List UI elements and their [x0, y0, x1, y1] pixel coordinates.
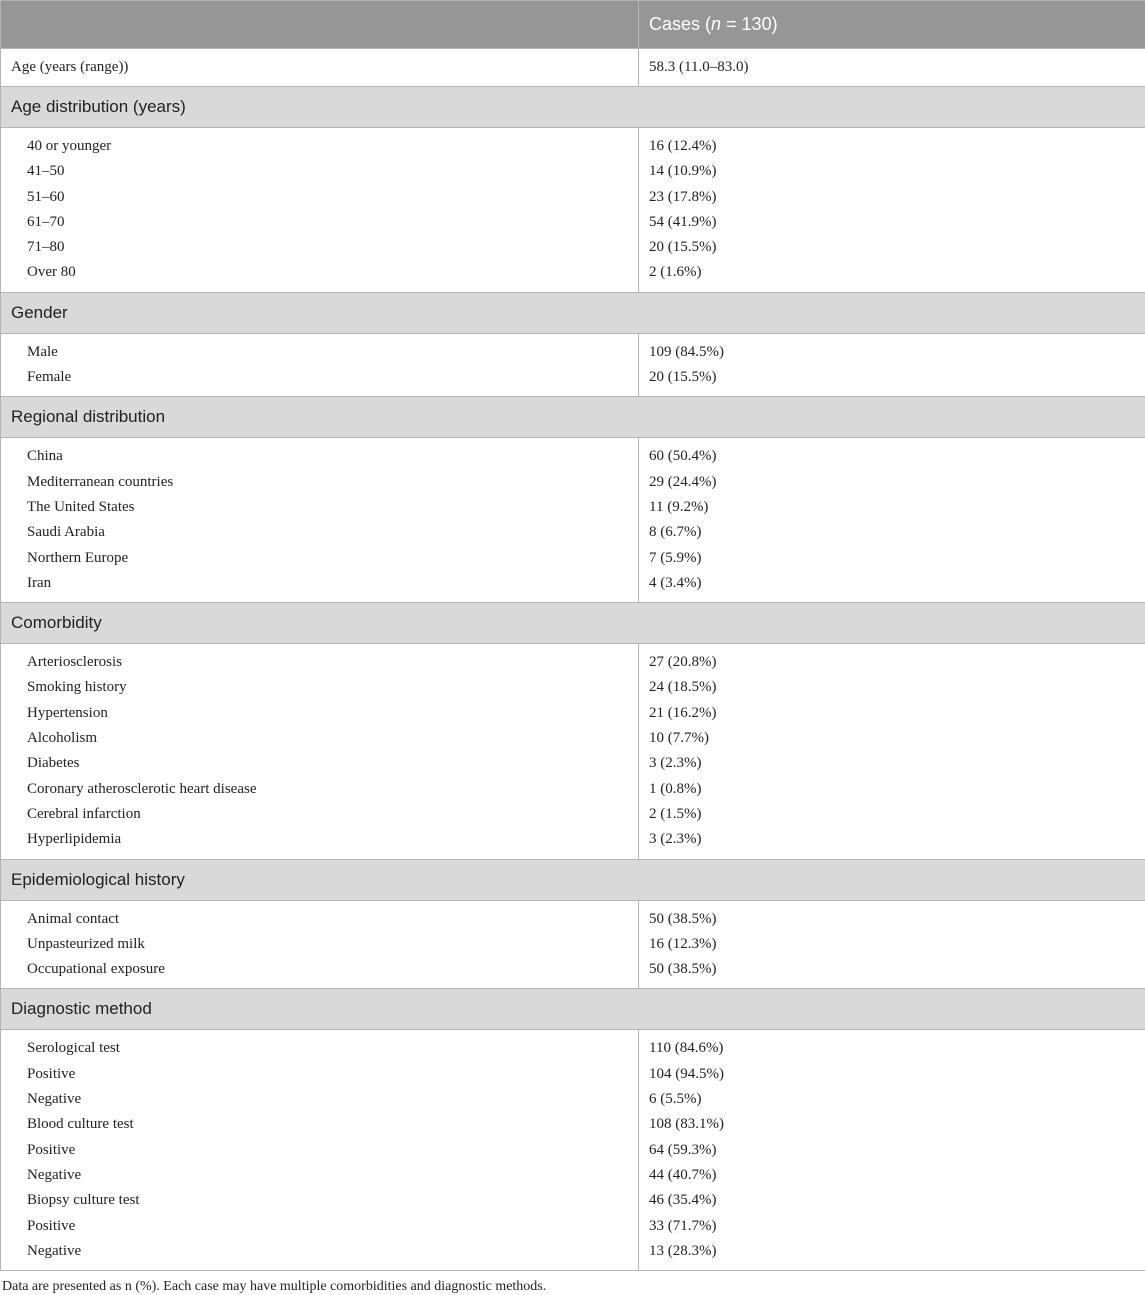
row-value: 20 (15.5%)	[639, 235, 1145, 260]
row-value: 46 (35.4%)	[639, 1188, 1145, 1213]
row-value: 3 (2.3%)	[639, 827, 1145, 852]
row-value: 24 (18.5%)	[639, 675, 1145, 700]
row-value: 54 (41.9%)	[639, 210, 1145, 235]
row-value: 4 (3.4%)	[639, 571, 1145, 596]
header-cases-suffix: = 130)	[721, 14, 778, 34]
row-label: Smoking history	[1, 675, 638, 700]
section-values-cell	[639, 333, 1145, 397]
row-value: 50 (38.5%)	[639, 957, 1145, 982]
section-labels-cell	[1, 128, 639, 293]
row-value: 20 (15.5%)	[639, 365, 1145, 390]
section-values-cell	[639, 644, 1145, 859]
row-label: Arteriosclerosis	[1, 650, 638, 675]
section-values-cell	[639, 438, 1145, 603]
header-cases-prefix: Cases (	[649, 14, 711, 34]
row-label: Positive	[1, 1214, 638, 1239]
row-label: 51–60	[1, 185, 638, 210]
row-value: 104 (94.5%)	[639, 1062, 1145, 1087]
row-value: 14 (10.9%)	[639, 159, 1145, 184]
row-label: Over 80	[1, 260, 638, 285]
row-label: Biopsy culture test	[1, 1188, 638, 1213]
row-label: Saudi Arabia	[1, 520, 638, 545]
row-value: 29 (24.4%)	[639, 470, 1145, 495]
row-label: Coronary atherosclerotic heart disease	[1, 777, 638, 802]
row-value: 16 (12.3%)	[639, 932, 1145, 957]
row-label: Northern Europe	[1, 546, 638, 571]
section-title: Diagnostic method	[1, 989, 1145, 1030]
row-value: 13 (28.3%)	[639, 1239, 1145, 1264]
row-label: 40 or younger	[1, 134, 638, 159]
section-body-row	[1, 128, 1145, 293]
row-value: 7 (5.9%)	[639, 546, 1145, 571]
row-label: Female	[1, 365, 638, 390]
row-label: The United States	[1, 495, 638, 520]
row-label: Alcoholism	[1, 726, 638, 751]
row-value: 2 (1.6%)	[639, 260, 1145, 285]
row-value: 50 (38.5%)	[639, 907, 1145, 932]
row-label: Negative	[1, 1087, 638, 1112]
row-label: Positive	[1, 1062, 638, 1087]
table-footnote: Data are presented as n (%). Each case may have multiple comorbidities and diagnostic methods.	[0, 1271, 1145, 1295]
section-body-row	[1, 644, 1145, 859]
row-value: 2 (1.5%)	[639, 802, 1145, 827]
row-label: 61–70	[1, 210, 638, 235]
row-value: 11 (9.2%)	[639, 495, 1145, 520]
section-labels-cell	[1, 333, 639, 397]
section-values-cell	[639, 1030, 1145, 1271]
row-value: 108 (83.1%)	[639, 1112, 1145, 1137]
section-header-row	[1, 292, 1145, 333]
section-title: Regional distribution	[1, 397, 1145, 438]
header-cell-label	[1, 1, 639, 49]
row-label: 71–80	[1, 235, 638, 260]
row-value: 21 (16.2%)	[639, 701, 1145, 726]
header-cell-cases	[639, 1, 1145, 49]
row-value: 16 (12.4%)	[639, 134, 1145, 159]
row-value: 23 (17.8%)	[639, 185, 1145, 210]
section-title: Gender	[1, 292, 1145, 333]
row-value: 10 (7.7%)	[639, 726, 1145, 751]
section-header-row	[1, 87, 1145, 128]
row-label: Occupational exposure	[1, 957, 638, 982]
row-label: Serological test	[1, 1036, 638, 1061]
row-value: 27 (20.8%)	[639, 650, 1145, 675]
row-value: 8 (6.7%)	[639, 520, 1145, 545]
header-row	[1, 1, 1145, 49]
section-header-row	[1, 603, 1145, 644]
section-body-row	[1, 438, 1145, 603]
row-label: Diabetes	[1, 751, 638, 776]
section-labels-cell	[1, 1030, 639, 1271]
section-labels-cell	[1, 438, 639, 603]
section-header-row	[1, 397, 1145, 438]
section-title: Epidemiological history	[1, 859, 1145, 900]
section-values-cell	[639, 128, 1145, 293]
row-value: 1 (0.8%)	[639, 777, 1145, 802]
row-value: 3 (2.3%)	[639, 751, 1145, 776]
section-values-cell	[639, 900, 1145, 989]
row-value: 60 (50.4%)	[639, 444, 1145, 469]
row-label: Blood culture test	[1, 1112, 638, 1137]
row-label: Iran	[1, 571, 638, 596]
section-title: Age distribution (years)	[1, 87, 1145, 128]
row-label: Male	[1, 340, 638, 365]
section-labels-cell	[1, 644, 639, 859]
row-label: Hypertension	[1, 701, 638, 726]
row-label: China	[1, 444, 638, 469]
table-row-age	[1, 49, 1145, 87]
row-label: Negative	[1, 1239, 638, 1264]
age-value: 58.3 (11.0–83.0)	[639, 49, 1145, 87]
section-header-row	[1, 989, 1145, 1030]
row-label: Negative	[1, 1163, 638, 1188]
row-label: Mediterranean countries	[1, 470, 638, 495]
section-labels-cell	[1, 900, 639, 989]
section-header-row	[1, 859, 1145, 900]
section-body-row	[1, 1030, 1145, 1271]
row-label: Hyperlipidemia	[1, 827, 638, 852]
row-label: Animal contact	[1, 907, 638, 932]
row-value: 109 (84.5%)	[639, 340, 1145, 365]
section-body-row	[1, 333, 1145, 397]
row-label: Unpasteurized milk	[1, 932, 638, 957]
section-title: Comorbidity	[1, 603, 1145, 644]
row-label: Cerebral infarction	[1, 802, 638, 827]
section-body-row	[1, 900, 1145, 989]
row-value: 33 (71.7%)	[639, 1214, 1145, 1239]
age-label: Age (years (range))	[1, 49, 639, 87]
row-label: 41–50	[1, 159, 638, 184]
row-label: Positive	[1, 1138, 638, 1163]
row-value: 44 (40.7%)	[639, 1163, 1145, 1188]
header-cases-n: n	[711, 14, 721, 34]
row-value: 110 (84.6%)	[639, 1036, 1145, 1061]
row-value: 6 (5.5%)	[639, 1087, 1145, 1112]
row-value: 64 (59.3%)	[639, 1138, 1145, 1163]
